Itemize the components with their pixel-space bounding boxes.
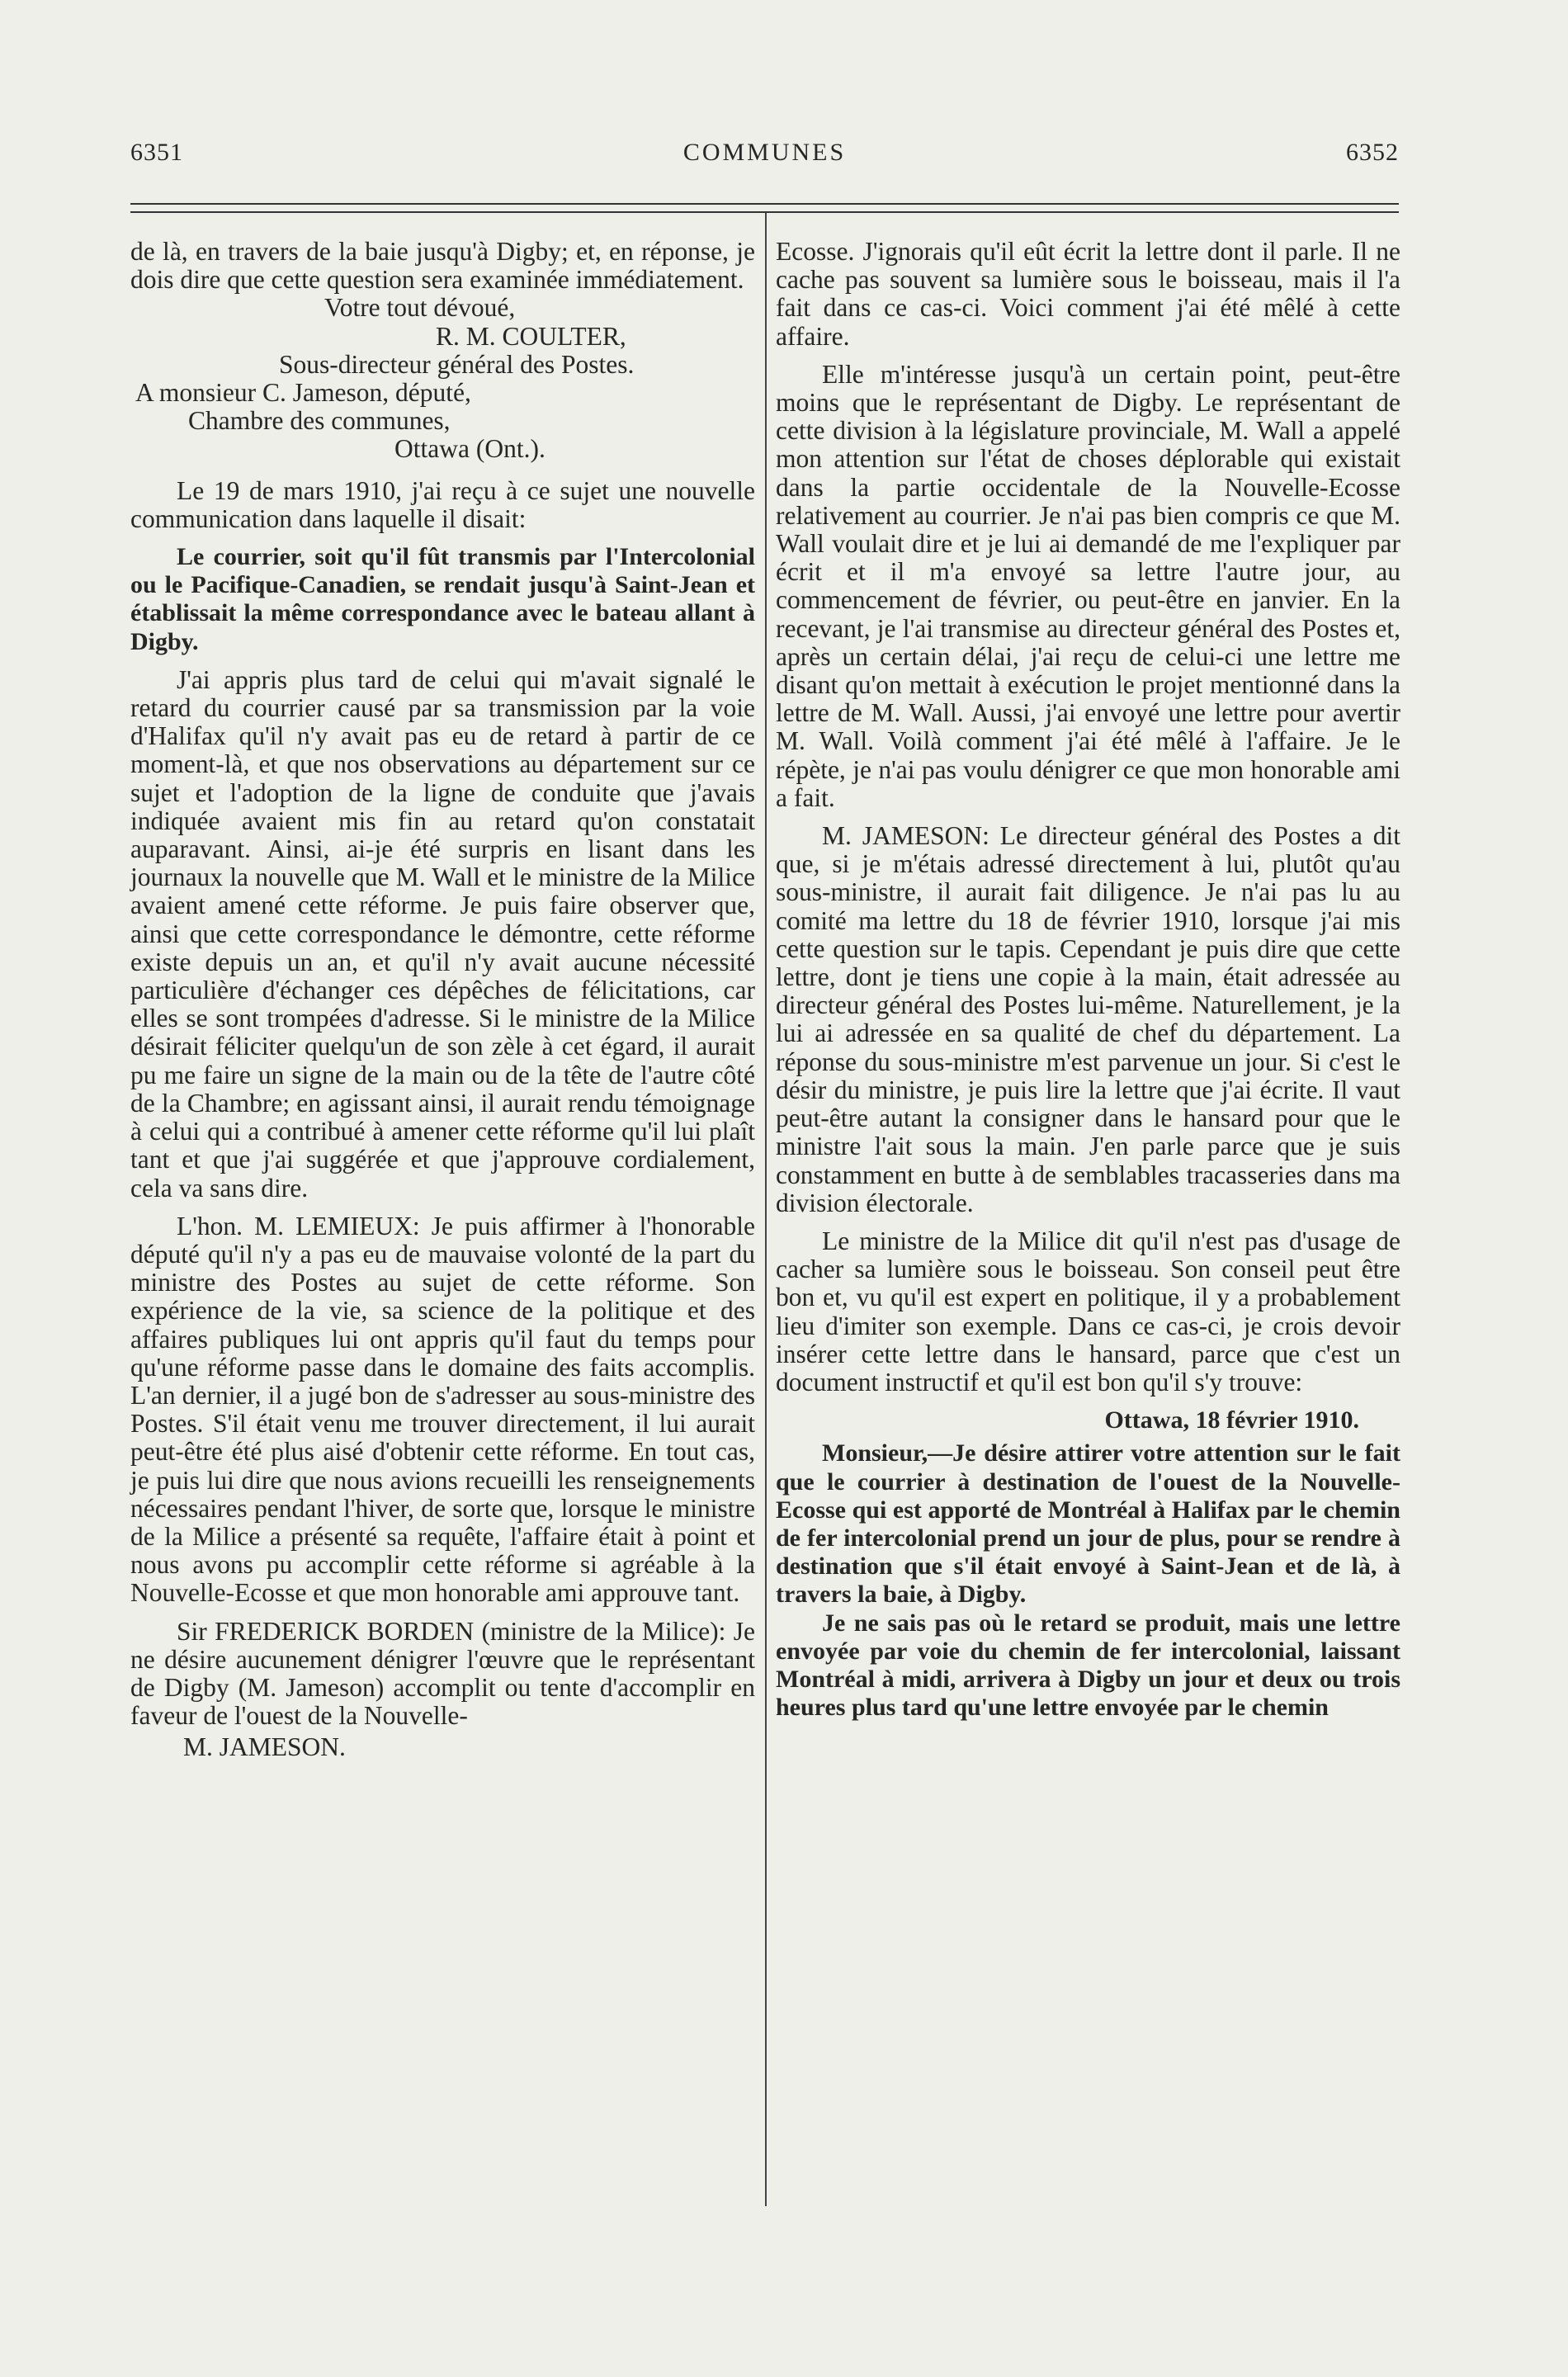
quoted-passage: Monsieur,—Je désire attirer votre attention sur le fait que le courrier à destination de l'ouest de la Nouvelle-Ecosse qui est apporté de Montréal à Halifax par le chemin de fer intercolonial prend un jour de plus, pour se rendre à destination que s'il était envoyé à Saint-Jean et de là, à travers la baie, à Digby. [776, 1439, 1400, 1609]
letter-closing: Votre tout dévoué, [324, 293, 516, 323]
paragraph: de là, en travers de la baie jusqu'à Digby; et, en réponse, je dois dire que cette question sera examinée immédiatement. [130, 237, 755, 295]
page-title: COMMUNES [682, 139, 847, 166]
paragraph: Ecosse. J'ignorais qu'il eût écrit la lettre dont il parle. Il ne cache pas souvent sa lumière sous le boisseau, mais il l'a fait dans ce cas-ci. Voici comment j'ai été mêlé à cette affaire. [776, 237, 1400, 351]
quoted-passage: Je ne sais pas où le retard se produit, mais une lettre envoyée par voie du chemin de fer intercolonial, laissant Montréal à midi, arrivera à Digby un jour et deux ou trois heures plus tard qu'une lettre envoyée par le chemin [776, 1609, 1400, 1722]
running-footer: M. JAMESON. [183, 1732, 346, 1762]
column-divider [765, 213, 767, 2206]
paragraph: M. JAMESON: Le directeur général des Postes a dit que, si je m'étais adressé directement à lui, plutôt qu'au sous-ministre, il aurait fait diligence. Je n'ai pas lu au comité ma lettre du 18 de février 1910, lorsque j'ai mis cette question sur le tapis. Cependant je puis dire que cette lettre, dont je tiens une copie à la main, était adressée au directeur général des Postes lui-même. Naturellement, je la lui ai adressée en sa qualité de chef du département. La réponse du sous-ministre m'est parvenue un jour. Si c'est le désir du ministre, je puis lire la lettre que j'ai écrite. Il vaut peut-être autant la consigner dans le hansard pour que le ministre l'ait sous la main. J'en parle parce que je suis constamment en butte à de semblables tracasseries dans ma division électorale. [776, 821, 1400, 1217]
page-number-left: 6351 [130, 139, 183, 166]
paragraph: Le 19 de mars 1910, j'ai reçu à ce sujet une nouvelle communication dans laquelle il disait: [130, 475, 755, 533]
address-line: Chambre des communes, [188, 406, 451, 436]
quoted-passage: Le courrier, soit qu'il fût transmis par l'Intercolonial ou le Pacifique-Canadien, se rendait jusqu'à Saint-Jean et établissait la même correspondance avec le bateau allant à Digby. [130, 543, 755, 655]
paragraph: L'hon. M. LEMIEUX: Je puis affirmer à l'honorable député qu'il n'y a pas eu de mauvaise volonté de la part du ministre des Postes au sujet de cette réforme. Son expérience de la vie, sa science de la politique et des affaires publiques lui ont appris qu'il faut du temps pour qu'une réforme passe dans le domaine des faits accomplis. L'an dernier, il a jugé bon de s'adresser au sous-ministre des Postes. S'il était venu me trouver directement, il lui aurait peut-être été plus aisé d'obtenir cette réforme. En tout cas, je puis lui dire que nous avions recueilli les renseignements nécessaires pendant l'hiver, de sorte que, lorsque le ministre de la Milice a présenté sa requête, l'affaire était à point et nous avons pu accomplir cette réforme si agréable à la Nouvelle-Ecosse et que mon honorable ami approuve tant. [130, 1211, 755, 1608]
letter-signer-title: Sous-directeur général des Postes. [279, 349, 635, 379]
page-header [130, 132, 1399, 173]
address-line: A monsieur C. Jameson, député, [135, 378, 471, 408]
left-column [130, 238, 755, 1762]
letter-date: Ottawa, 18 février 1910. [1104, 1406, 1359, 1434]
address-line: Ottawa (Ont.). [394, 434, 545, 464]
page-number-right: 6352 [1346, 139, 1399, 166]
right-column [776, 238, 1400, 1722]
paragraph: J'ai appris plus tard de celui qui m'avait signalé le retard du courrier causé par sa transmission par la voie d'Halifax qu'il n'y avait pas eu de retard à partir de ce moment-là, et que nos observations au département sur ce sujet et l'adoption de la ligne de conduite que j'avais indiquée avaient mis fin au retard qu'on constatait auparavant. Ainsi, ai-je été surpris en lisant dans les journaux la nouvelle que M. Wall et le ministre de la Milice avaient amené cette réforme. Je puis faire observer que, ainsi que cette correspondance le démontre, cette réforme existe depuis un an, et qu'il n'y avait aucune nécessité particulière d'échanger ces dépêches de félicitations, car elles se sont trompées d'adresse. Si le ministre de la Milice désirait féliciter quelqu'un de son zèle à cet égard, il aurait pu me faire un signe de la main ou de la tête de l'autre côté de la Chambre; en agissant ainsi, il aurait rendu témoignage à celui qui a contribué à amener cette réforme qu'il lui plaît tant et que j'ai suggérée et que j'approuve cordialement, cela va sans dire. [130, 664, 755, 1203]
paragraph: Sir FREDERICK BORDEN (ministre de la Milice): Je ne désire aucunement dénigrer l'œuvre que le représentant de Digby (M. Jameson) accomplit ou tente d'accomplir en faveur de l'ouest de la Nouvelle- [130, 1616, 755, 1731]
letter-signer: R. M. COULTER, [436, 321, 626, 351]
header-rule-top [130, 203, 1399, 205]
paragraph: Le ministre de la Milice dit qu'il n'est pas d'usage de cacher sa lumière sous le boisseau. Son conseil peut être bon et, vu qu'il est expert en politique, il y a probablement lieu d'imiter son exemple. Dans ce cas-ci, je crois devoir insérer cette lettre dans le hansard, parce que c'est un document instructif et qu'il est bon qu'il s'y trouve: [776, 1226, 1400, 1396]
paragraph: Elle m'intéresse jusqu'à un certain point, peut-être moins que le représentant de Digby. Le représentant de cette division à la législature provinciale, M. Wall a appelé mon attention sur l'état de choses déplorable qui existait dans la partie occidentale de la Nouvelle-Ecosse relativement au courrier. Je n'ai pas bien compris ce que M. Wall voulait dire et je lui ai demandé de me l'expliquer par écrit et il m'a envoyé sa lettre l'autre jour, au commencement de février, ou peut-être en janvier. En la recevant, je l'ai transmise au directeur général des Postes et, après un certain délai, j'ai reçu de celui-ci une lettre me disant qu'on mettait à exécution le projet mentionné dans la lettre de M. Wall. Aussi, j'ai envoyé une lettre pour avertir M. Wall. Voilà comment j'ai été mêlé à l'affaire. Je le répète, je n'ai pas voulu dénigrer ce que mon honorable ami a fait. [776, 359, 1400, 812]
